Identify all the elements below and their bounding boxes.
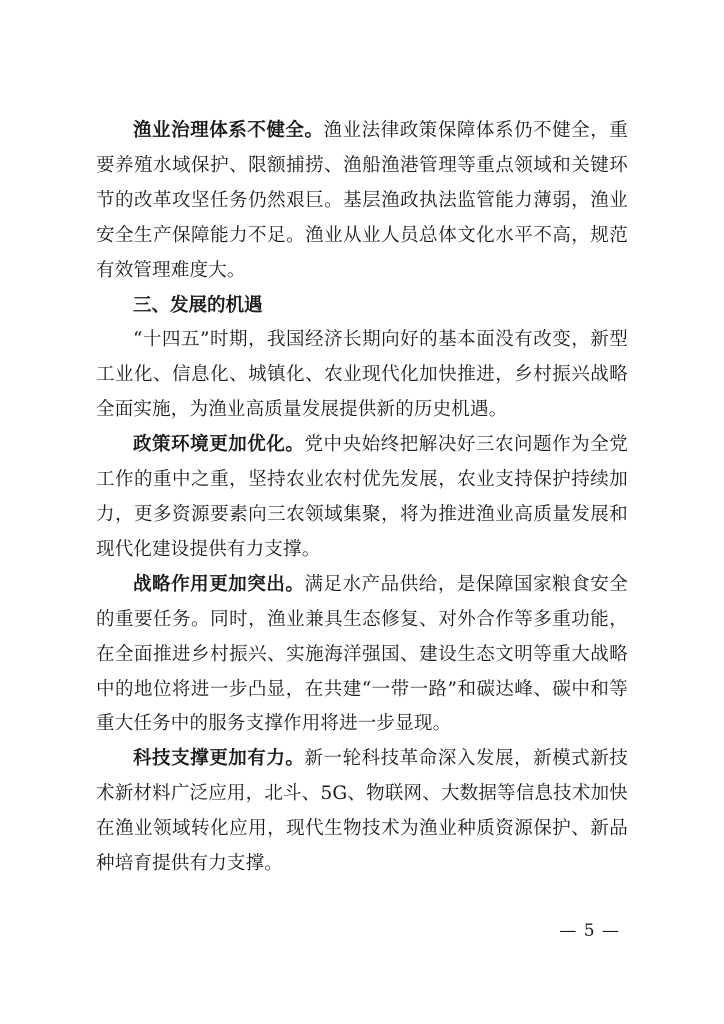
paragraph-policy — [96, 428, 628, 568]
paragraph-text: 新一轮科技革命深入发展，新模式新技术新材料广泛应用，北斗、5G、物联网、大数据等信息技术加快在渔业领域转化应用，现代生物技术为渔业种质资源保护、新品种培育提供有力支撑。 — [96, 748, 628, 875]
paragraph-lead: 科技支撑更加有力。 — [133, 748, 305, 770]
paragraph-technology — [96, 742, 628, 882]
paragraph-lead: 战略作用更加突出。 — [133, 573, 305, 595]
paragraph-governance — [96, 114, 628, 289]
paragraph-lead: 政策环境更加优化。 — [133, 434, 305, 456]
paragraph-strategy — [96, 568, 628, 743]
paragraph-text: 党中央始终把解决好三农问题作为全党工作的重中之重，坚持农业农村优先发展，农业支持保护持续加力，更多资源要素向三农领域集聚，将为推进渔业高质量发展和现代化建设提供有力支撑。 — [96, 434, 628, 560]
paragraph-lead: 渔业治理体系不健全。 — [133, 120, 324, 141]
paragraph-text: 满足水产品供给，是保障国家粮食安全的重要任务。同时，渔业兼具生态修复、对外合作等多重功能，在全面推进乡村振兴、实施海洋强国、建设生态文明等重大战略中的地位将进一步凸显，在共建“一带一路”和碳达峰、碳中和等重大任务中的服务支撑作用将进一步显现。 — [96, 573, 628, 735]
section-heading: 三、发展的机遇 — [133, 294, 263, 316]
document-body — [96, 114, 628, 882]
paragraph-intro: “十四五”时期，我国经济长期向好的基本面没有改变，新型工业化、信息化、城镇化、农业现代化加快推进，乡村振兴战略全面实施，为渔业高质量发展提供新的历史机遇。 — [96, 329, 628, 421]
page-number: — 5 — — [559, 921, 620, 941]
paragraph-text: 渔业法律政策保障体系仍不健全，重要养殖水域保护、限额捕捞、渔船渔港管理等重点领域和关键环节的改革攻坚任务仍然艰巨。基层渔政执法监管能力薄弱，渔业安全生产保障能力不足。渔业从业人员总体文化水平不高，规范有效管理难度大。 — [96, 120, 628, 281]
